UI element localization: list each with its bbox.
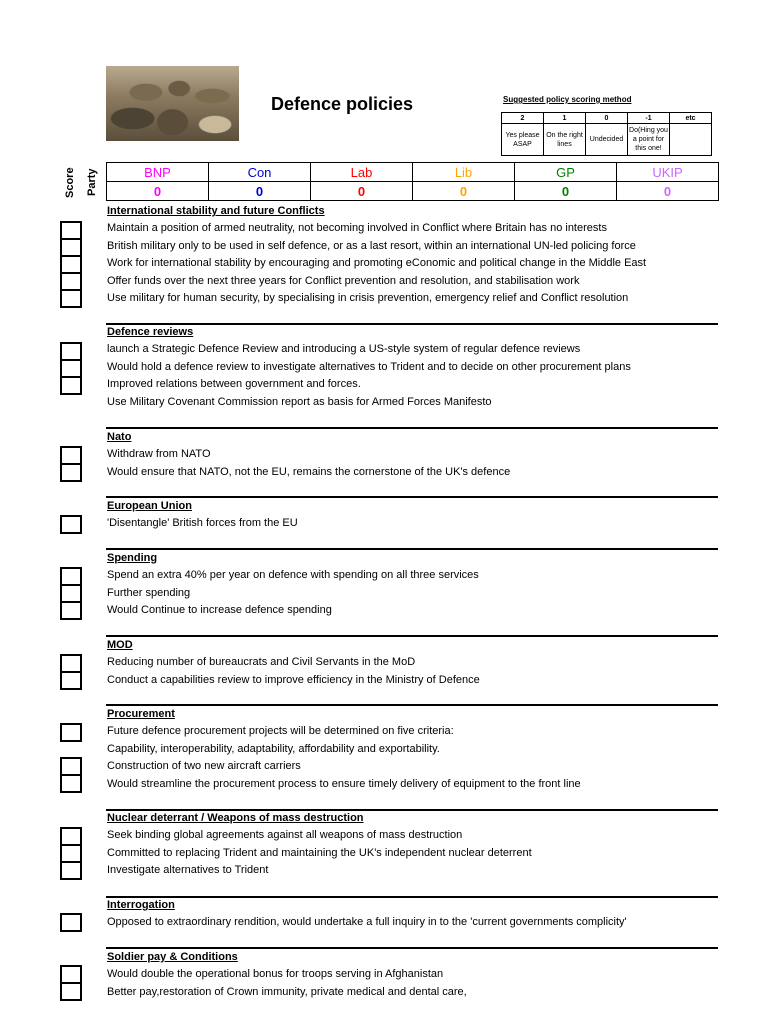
scoring-method-table [501,112,712,156]
soldiers-photo [106,66,239,141]
section-international-stability [107,203,646,307]
scoring-value: 2 [502,113,544,124]
score-checkbox[interactable] [60,289,82,308]
policy-item: Use Military Covenant Commission report as basis for Armed Forces Manifesto [107,395,492,408]
section-title: Nuclear deterrant / Weapons of mass destruction [107,812,364,824]
scoring-desc: On the right lines [544,124,586,156]
policy-item: Maintain a position of armed neutrality, not becoming involved in Conflict where Britain has no interests [107,222,607,235]
score-checkbox[interactable] [60,376,82,395]
scoring-value: etc [670,113,712,124]
party-name: GP [515,163,617,182]
scoring-value: -1 [628,113,670,124]
score-checkbox[interactable] [60,671,82,690]
score-checkbox[interactable] [60,774,82,793]
section-title: Procurement [107,708,175,720]
scoring-desc: Do(Hing you a point for this one! [628,124,670,156]
policy-item: launch a Strategic Defence Review and introducing a US-style system of regular defence reviews [107,343,581,356]
policy-item: Reducing number of bureaucrats and Civil Servants in the MoD [107,656,416,669]
section-nuclear-deterrent [107,810,532,880]
section-european-union [107,498,298,533]
section-title: Nato [107,431,132,443]
policy-item: British military only to be used in self defence, or as a last resort, within an international UN-led policing force [107,239,636,252]
section-title: MOD [107,639,133,651]
party-name: Lab [311,163,413,182]
score-checkbox[interactable] [60,463,82,482]
scoring-value: 1 [544,113,586,124]
score-checkbox[interactable] [60,515,82,534]
score-checkbox[interactable] [60,723,82,742]
policy-item: Committed to replacing Trident and maintaining the UK's independent nuclear deterrent [107,846,532,859]
section-title: Defence reviews [107,326,194,338]
policy-item: 'Disentangle' British forces from the EU [107,517,298,530]
section-title: Spending [107,552,158,564]
policy-item: Use military for human security, by specialising in crisis prevention, emergency relief and Conflict resolution [107,292,629,305]
policy-item: Spend an extra 40% per year on defence with spending on all three services [107,569,479,582]
policy-item: Opposed to extraordinary rendition, would undertake a full inquiry in to the 'current governments complicity' [107,916,627,929]
scoring-desc [670,124,712,156]
section-title: Soldier pay & Conditions [107,951,238,963]
section-title: International stability and future Conflicts [107,205,325,217]
party-name: Lib [413,163,515,182]
section-nato [107,429,510,481]
policy-item: Would double the operational bonus for troops serving in Afghanistan [107,968,444,981]
policy-item: Seek binding global agreements against all weapons of mass destruction [107,829,463,842]
score-checkbox[interactable] [60,982,82,1001]
policy-item: Would Continue to increase defence spending [107,604,332,617]
policy-item: Would hold a defence review to investigate alternatives to Trident and to decide on other procurement plans [107,360,631,373]
section-spending [107,550,479,620]
party-score: 0 [617,182,719,201]
party-score: 0 [413,182,515,201]
party-score-table [106,162,719,201]
party-score: 0 [311,182,413,201]
party-score: 0 [107,182,209,201]
scoring-desc: Undecided [586,124,628,156]
party-name: UKIP [617,163,719,182]
party-score: 0 [209,182,311,201]
section-defence-reviews [107,324,631,411]
section-title: Interrogation [107,899,175,911]
party-score: 0 [515,182,617,201]
score-label: Score [64,167,76,198]
policy-item: Withdraw from NATO [107,448,211,461]
section-interrogation [107,897,627,932]
policy-item: Capability, interoperability, adaptability, affordability and exportability. [107,742,440,755]
score-checkbox[interactable] [60,861,82,880]
scoring-method-title: Suggested policy scoring method [503,95,632,104]
section-title: European Union [107,500,192,512]
scoring-desc: Yes please ASAP [502,124,544,156]
policy-item: Further spending [107,586,191,599]
policy-item: Would ensure that NATO, not the EU, remains the cornerstone of the UK's defence [107,465,511,478]
policy-item: Construction of two new aircraft carriers [107,760,301,773]
party-label: Party [86,168,98,196]
policy-item: Work for international stability by encouraging and promoting eConomic and political change in the Middle East [107,257,647,270]
party-name: Con [209,163,311,182]
policy-item: Would streamline the procurement process to ensure timely delivery of equipment to the front line [107,777,581,790]
section-mod [107,637,480,689]
score-checkbox[interactable] [60,601,82,620]
policy-item: Conduct a capabilities review to improve efficiency in the Ministry of Defence [107,673,480,686]
section-procurement [107,706,581,793]
section-soldier-pay [107,949,467,1001]
policy-item: Offer funds over the next three years for Conflict prevention and resolution, and stabilisation work [107,274,580,287]
policy-item: Investigate alternatives to Trident [107,864,269,877]
policy-item: Future defence procurement projects will be determined on five criteria: [107,725,454,738]
scoring-value: 0 [586,113,628,124]
score-checkbox[interactable] [60,913,82,932]
page-title: Defence policies [271,94,414,114]
policy-item: Improved relations between government and forces. [107,378,361,391]
policy-item: Better pay,restoration of Crown immunity, private medical and dental care, [107,985,467,998]
party-name: BNP [107,163,209,182]
